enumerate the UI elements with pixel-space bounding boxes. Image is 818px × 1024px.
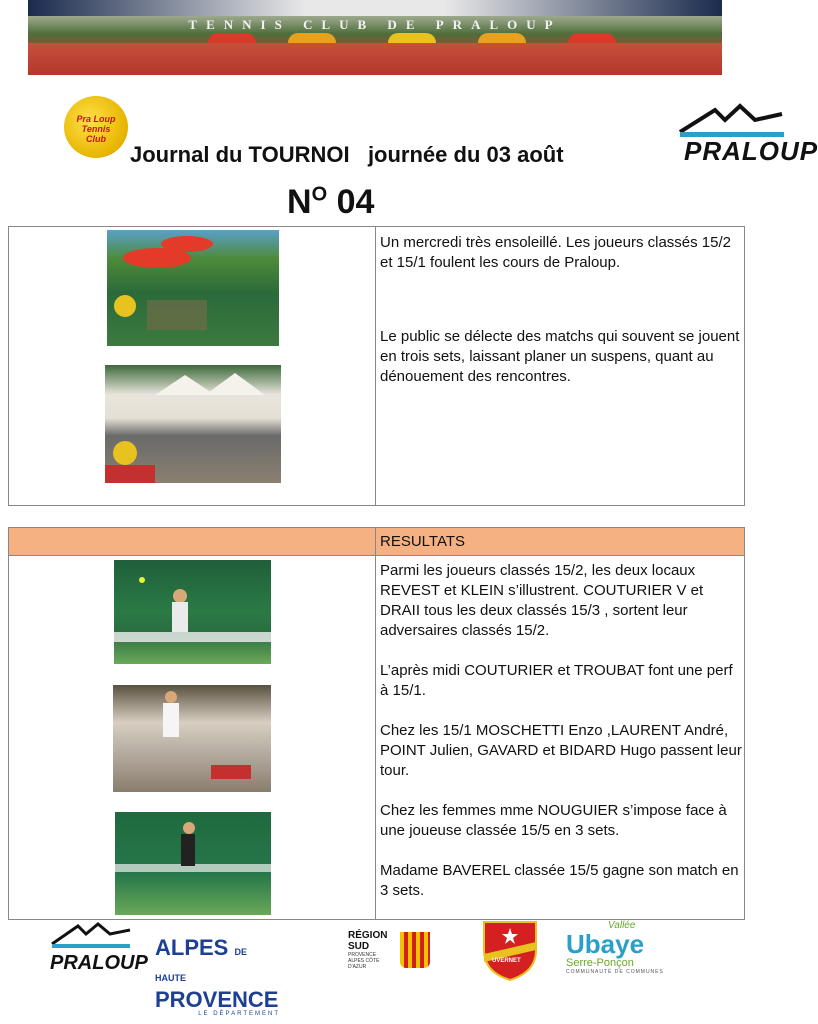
results-paragraph: Chez les 15/1 MOSCHETTI Enzo ,LAURENT André, POINT Julien, GAVARD et BIDARD Hugo passent leur tour. xyxy=(380,722,742,779)
banner-title: TENNIS CLUB DE PRALOUP xyxy=(188,17,562,32)
region-line2: SUD xyxy=(348,941,370,952)
photo-player-icon xyxy=(115,812,271,915)
journal-title: Journal du TOURNOI journée du 03 août xyxy=(130,142,564,167)
region-small: PROVENCE ALPES CÔTE D'AZUR xyxy=(348,952,380,970)
alpes-line3: LE DÉPARTEMENT xyxy=(198,1011,280,1017)
uvernet-text: UVERNET xyxy=(492,958,521,964)
results-paragraph: Parmi les joueurs classés 15/2, les deux locaux REVEST et KLEIN s’illustrent. COUTURIER V et DRAII tous les deux classés 15/3 , sortent leur adversaires classés 15/2. xyxy=(380,562,704,639)
photo-player-icon xyxy=(113,685,271,792)
ubaye-vallee: Vallée xyxy=(608,920,636,931)
footer-praloup-logo xyxy=(46,922,148,982)
results-paragraph: L’après midi COUTURIER et TROUBAT font une perf à 15/1. xyxy=(380,662,733,699)
umbrella-icon xyxy=(568,33,616,43)
alpes-small: DE HAUTE xyxy=(155,947,247,983)
region-shield-icon xyxy=(400,932,430,968)
footer-praloup-text: PRALOUP xyxy=(50,952,148,974)
sponsor-strip xyxy=(28,0,722,16)
uvernet-logo xyxy=(482,920,538,982)
results-table xyxy=(8,527,745,920)
section1-text xyxy=(380,233,740,407)
results-paragraph: Chez les femmes mme NOUGUIER s’impose face à une joueuse classée 15/5 en 3 sets. xyxy=(380,802,727,839)
column-divider xyxy=(375,227,376,505)
praloup-logo xyxy=(670,104,818,166)
column-divider xyxy=(375,528,376,919)
club-logo-text: Pra Loup Tennis Club xyxy=(76,114,116,144)
section1-paragraph: Le public se délecte des matchs qui souvent se jouent en trois sets, laissant planer un suspens, quant au dénouement des rencontres. xyxy=(380,328,740,385)
ubaye-cc: COMMUNAUTÉ DE COMMUNES xyxy=(566,969,664,975)
issue-value: 04 xyxy=(336,183,375,221)
photo-umbrella-icon xyxy=(107,230,279,346)
photo-tents-spectators xyxy=(105,365,281,483)
praloup-logo-text: PRALOUP xyxy=(684,136,818,166)
ubaye-sub: Serre-Ponçon xyxy=(566,957,634,969)
results-header: RESULTATS xyxy=(380,533,466,550)
header-banner xyxy=(28,0,722,75)
issue-number xyxy=(287,183,374,222)
photo-umbrellas-court xyxy=(107,230,279,346)
umbrella-icon xyxy=(208,33,256,43)
photo-player-icon xyxy=(114,560,271,664)
alpes-line2: PROVENCE xyxy=(155,987,279,1012)
region-sud-logo xyxy=(348,930,438,970)
banner-court xyxy=(28,43,722,75)
photo-tent-icon xyxy=(105,365,281,483)
region-line1: RÉGION xyxy=(348,930,388,941)
issue-sup: O xyxy=(311,183,328,206)
photo-player-stand xyxy=(113,685,271,792)
umbrella-icon xyxy=(478,33,526,43)
ubaye-logo xyxy=(566,920,706,975)
mountain-icon xyxy=(46,922,136,952)
alpes-line1: ALPES xyxy=(155,935,229,960)
results-paragraph: Madame BAVEREL classée 15/5 gagne son match en 3 sets. xyxy=(380,862,739,899)
results-header-row xyxy=(9,528,744,556)
section1-paragraph: Un mercredi très ensoleillé. Les joueurs classés 15/2 et 15/1 foulent les cours de Praloup. xyxy=(380,234,731,271)
umbrella-icon xyxy=(388,33,436,43)
umbrella-icon xyxy=(288,33,336,43)
uvernet-shield-icon xyxy=(482,920,538,982)
photo-player-net xyxy=(114,560,271,664)
photo-woman-player xyxy=(115,812,271,915)
alpes-haute-provence-logo xyxy=(155,937,280,1017)
section1-table xyxy=(8,226,745,506)
tennis-club-logo xyxy=(64,96,128,158)
results-text xyxy=(380,561,742,921)
ubaye-name: Ubaye xyxy=(566,929,645,959)
issue-prefix: N xyxy=(287,183,312,221)
